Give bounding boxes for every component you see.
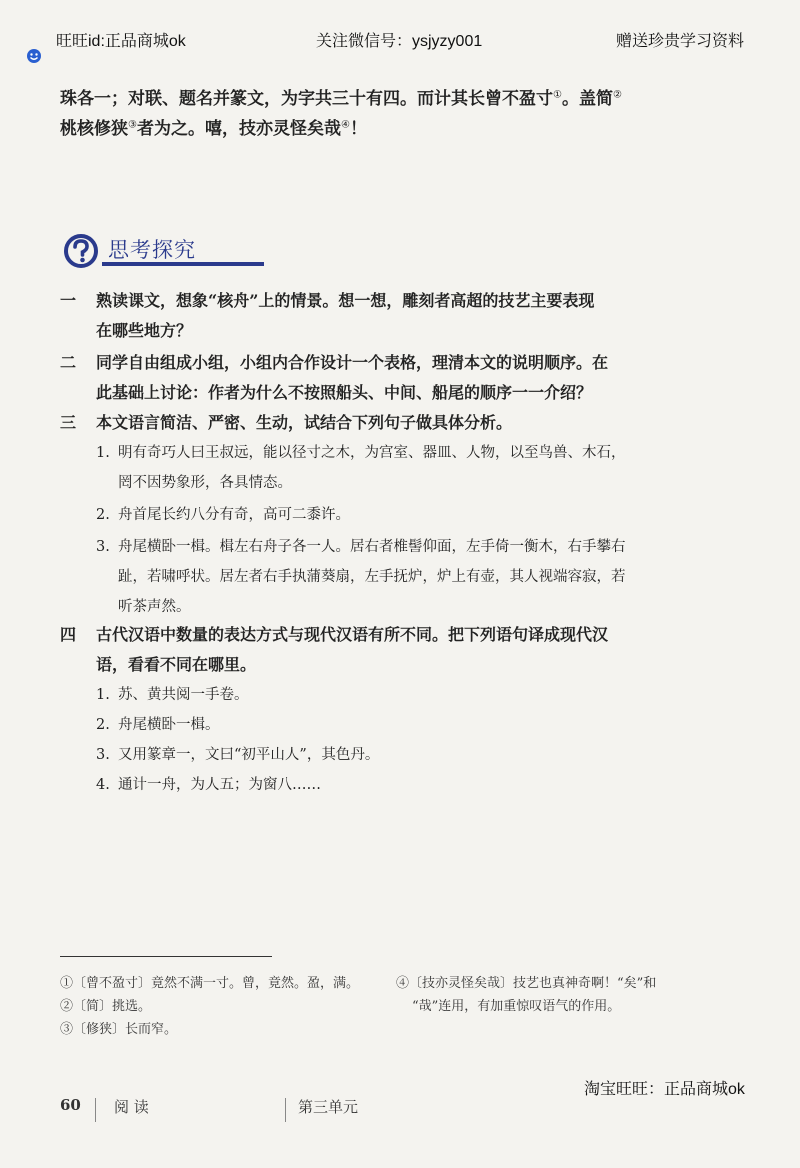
question-2 <box>60 348 750 408</box>
item-line: 罔不因势象形，各具情态。 <box>118 475 292 491</box>
question-line: 熟读课文，想象“核舟”上的情景。想一想，雕刻者高超的技艺主要表现 <box>96 291 595 310</box>
footnotes-left <box>60 972 359 1041</box>
question-line: 语，看看不同在哪里。 <box>96 655 257 674</box>
footnote-3: ③〔修狭〕长而窄。 <box>60 1022 178 1037</box>
footnote-2: ②〔简〕挑选。 <box>60 999 152 1014</box>
question-number: 四 <box>60 625 77 644</box>
intro-text: 者为之。嘻，技亦灵怪矣哉 <box>136 119 341 139</box>
item-line: 趾，若啸呼状。居左者右手执蒲葵扇，左手抚炉，炉上有壶，其人视端容寂，若 <box>118 569 626 585</box>
footnote-divider <box>60 956 272 957</box>
item-line: 舟首尾长约八分有奇，高可二黍许。 <box>118 507 350 523</box>
question-line: 此基础上讨论：作者为什么不按照船头、中间、船尾的顺序一一介绍？ <box>96 383 593 402</box>
smiley-icon <box>26 48 42 64</box>
item-number: 4. <box>96 777 110 793</box>
item-number: 2. <box>96 507 110 523</box>
watermark-top-right: 赠送珍贵学习资料 <box>616 33 745 50</box>
footnote-ref-1: ① <box>553 89 562 101</box>
question-3 <box>60 408 750 438</box>
q3-item-3 <box>96 532 736 622</box>
watermark-top-center: 关注微信号：ysjyzy001 <box>316 33 483 50</box>
q3-item-2 <box>96 500 736 530</box>
intro-text: 桃核修狭 <box>60 119 128 139</box>
watermark-top-left: 旺旺id:正品商城ok <box>56 33 186 50</box>
item-line: 通计一舟，为人五；为窗八…… <box>118 777 321 793</box>
question-line: 同学自由组成小组，小组内合作设计一个表格，理清本文的说明顺序。在 <box>96 353 609 372</box>
page-number: 60 <box>60 1096 81 1114</box>
question-4 <box>60 620 750 680</box>
footnotes-right <box>396 972 746 1018</box>
q4-item-1 <box>96 680 736 710</box>
footer-divider <box>285 1098 286 1122</box>
q4-item-4 <box>96 770 736 800</box>
footnote-ref-2: ② <box>612 89 622 101</box>
question-line: 古代汉语中数量的表达方式与现代汉语有所不同。把下列语句译成现代汉 <box>96 625 609 644</box>
intro-line-2 <box>60 114 750 144</box>
footer-section: 阅 读 <box>114 1098 149 1116</box>
question-number: 一 <box>60 291 77 310</box>
item-line: 苏、黄共阅一手卷。 <box>118 687 249 703</box>
q3-item-1 <box>96 438 736 498</box>
item-line: 明有奇巧人曰王叔远，能以径寸之木，为宫室、器皿、人物，以至鸟兽、木石， <box>118 445 626 461</box>
section-underline <box>102 262 264 266</box>
footnote-1: ①〔曾不盈寸〕竟然不满一寸。曾，竟然。盈，满。 <box>60 976 360 991</box>
footnote-4-line-2: “哉”连用，有加重惊叹语气的作用。 <box>412 999 621 1014</box>
question-mark-icon <box>62 232 102 272</box>
intro-line-1 <box>60 84 750 114</box>
item-line: 舟尾横卧一楫。楫左右舟子各一人。居右者椎髻仰面，左手倚一衡木，右手攀右 <box>118 539 626 555</box>
item-line: 舟尾横卧一楫。 <box>118 717 220 733</box>
footnote-ref-3: ③ <box>128 119 137 131</box>
question-line: 本文语言简洁、严密、生动，试结合下列句子做具体分析。 <box>96 413 513 432</box>
item-line: 又用篆章一，文曰“初平山人”，其色丹。 <box>118 747 380 763</box>
q4-item-3 <box>96 740 736 770</box>
q4-item-2 <box>96 710 736 740</box>
intro-paragraph <box>60 84 750 144</box>
item-number: 1. <box>96 445 110 461</box>
footer-divider <box>95 1098 96 1122</box>
question-number: 三 <box>60 413 77 432</box>
item-number: 3. <box>96 539 110 555</box>
section-title: 思考探究 <box>108 238 196 262</box>
watermark-bottom-right: 淘宝旺旺：正品商城ok <box>584 1081 745 1098</box>
intro-text: 珠各一；对联、题名并篆文，为字共三十有四。而计其长曾不盈寸 <box>60 89 553 109</box>
footer-unit: 第三单元 <box>298 1098 359 1116</box>
footnote-ref-4: ④ <box>340 119 350 131</box>
item-number: 3. <box>96 747 110 763</box>
item-number: 2. <box>96 717 110 733</box>
intro-text: 。盖简 <box>561 89 613 109</box>
item-number: 1. <box>96 687 110 703</box>
item-line: 听茶声然。 <box>118 599 191 615</box>
question-number: 二 <box>60 353 77 372</box>
footnote-4-line-1: ④〔技亦灵怪矣哉〕技艺也真神奇啊！“矣”和 <box>396 976 657 991</box>
question-line: 在哪些地方？ <box>96 321 193 340</box>
question-1 <box>60 286 750 346</box>
intro-text: ！ <box>349 119 367 139</box>
